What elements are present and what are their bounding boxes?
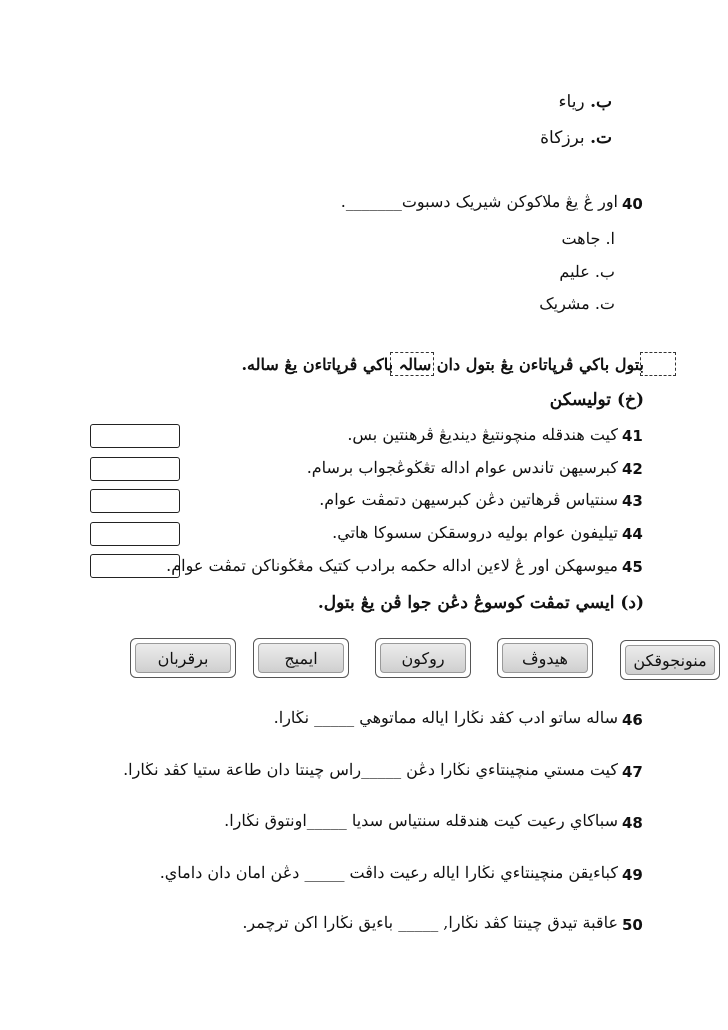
- word-bank-button[interactable]: [497, 638, 593, 678]
- q40-option-b: [559, 262, 615, 281]
- instruction-text: باکي ڤرڽاتاءن يڠ بتول: [465, 355, 610, 374]
- answer-box[interactable]: [90, 457, 180, 481]
- answer-box[interactable]: [90, 424, 180, 448]
- section-kh-title: (خ) توليسکن: [549, 390, 644, 410]
- question-number: 40: [622, 195, 643, 213]
- option-text: برزكاة: [540, 128, 585, 148]
- word-bank-label: برقربان: [135, 643, 231, 673]
- statement-text: تيليفون عوام بوليه دروسقکن سسوکا هاتي.: [332, 523, 618, 542]
- q40-option-t: [539, 294, 615, 313]
- fill-blank-text: سباکاي رعيت کيت هندقله سنتياس سديا _____اونتوق نڬارا.: [224, 811, 618, 830]
- word-bank-button[interactable]: [375, 638, 471, 678]
- option-letter: ت.: [594, 294, 615, 313]
- fill-blank-text: کباءيقن منچينتاءي نڬارا اياله رعيت داڤت _____ دڠن امان دان داماي.: [159, 863, 618, 882]
- option-letter: ب.: [594, 262, 615, 281]
- option-letter: ب.: [590, 92, 612, 112]
- statement-text: کيت هندقله منچونتيڠ دينديڠ ڤرهنتين بس.: [347, 425, 618, 444]
- option-letter: ت.: [590, 128, 612, 148]
- item-number: 49: [622, 866, 643, 884]
- answer-box[interactable]: [90, 522, 180, 546]
- q39-option-b: [559, 92, 612, 112]
- word-bank-button[interactable]: [620, 640, 720, 680]
- instruction-word-wrong: سالہ: [398, 355, 432, 374]
- instruction-word-and: دان: [436, 355, 461, 374]
- option-text: عليم: [559, 262, 590, 281]
- item-number: 44: [622, 525, 643, 543]
- fill-blank-text: کيت مستي منچينتاءي نڬارا دڠن _____راس چينتا دان طاعة ستيا کڤد نڬارا.: [123, 760, 618, 779]
- option-letter: ا.: [605, 229, 615, 248]
- item-number: 41: [622, 427, 643, 445]
- item-number: 47: [622, 763, 643, 781]
- section-d-title: (د) ايسي تمڤت کوسوڠ دڠن جوا ڤن يڠ بتول.: [317, 593, 644, 613]
- instruction-text: باکي ڤرڽاتاءن يڠ ساله.: [241, 355, 394, 374]
- option-text: رياء: [558, 92, 585, 112]
- item-number: 48: [622, 814, 643, 832]
- option-text: مشريک: [539, 294, 590, 313]
- item-number: 46: [622, 711, 643, 729]
- word-bank-label: روکون: [380, 643, 466, 673]
- fill-blank-text: ساله ساتو ادب کڤد نڬارا اياله مماتوهي _____ نڬارا.: [273, 708, 618, 727]
- q40-option-a: [561, 229, 615, 248]
- statement-text: ميوسهکن اور ڠ لاءين اداله حکمه برادب کتيک مڠڬوناکن تمڤت عوام.: [166, 556, 618, 575]
- instruction-line: [241, 355, 644, 374]
- statement-text: سنتياس ڤرهاتين دڠن کبرسيهن دتمڤت عوام.: [319, 490, 618, 509]
- question-text: اور ڠ يڠ ملاکوکن شيريک دسبوت_______.: [340, 192, 618, 211]
- word-bank-label: هيدوڤ: [502, 643, 588, 673]
- word-bank-label: ايميج: [258, 643, 344, 673]
- dashed-box-right: [640, 352, 676, 376]
- answer-box[interactable]: [90, 489, 180, 513]
- q39-option-t: [540, 128, 612, 148]
- item-number: 45: [622, 558, 643, 576]
- item-number: 42: [622, 460, 643, 478]
- item-number: 50: [622, 916, 643, 934]
- statement-text: کبرسيهن تاندس عوام اداله تڠڬوڠجواب برسام.: [306, 458, 618, 477]
- word-bank-button[interactable]: [253, 638, 349, 678]
- word-bank-button[interactable]: [130, 638, 236, 678]
- instruction-word-correct: بتول: [614, 355, 644, 374]
- fill-blank-text: عاقبة تيدق چينتا کڤد نڬارا, _____ باءيق نڬارا اکن ترچمر.: [242, 913, 618, 932]
- word-bank-label: منونجوقکن: [625, 645, 715, 675]
- item-number: 43: [622, 492, 643, 510]
- option-text: جاهت: [561, 229, 601, 248]
